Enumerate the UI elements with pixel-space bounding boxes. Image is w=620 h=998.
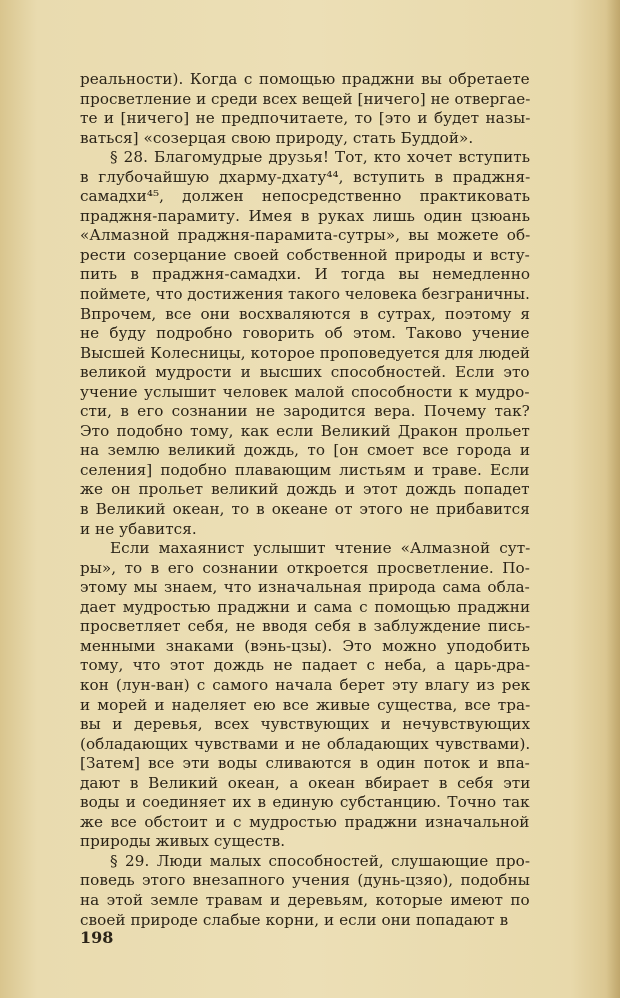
- text-line: вы и деревья, всех чувствующих и нечувствующих: [80, 715, 530, 734]
- text-line: § 28. Благомудрые друзья! Тот, кто хочет вступить: [110, 148, 530, 167]
- text-line: поведь этого внезапного учения (дунь-цзяо), подобны: [80, 871, 530, 890]
- text-line: те и [ничего] не предпочитаете, то [это и будет назы-: [80, 109, 530, 128]
- text-line: § 29. Люди малых способностей, слушающие про-: [110, 851, 530, 870]
- text-line: селения] подобно плавающим листьям и траве. Если: [80, 460, 530, 479]
- text-line: учение услышит человек малой способности к мудро-: [80, 382, 530, 401]
- text-line: поймете, что достижения такого человека безграничны.: [80, 286, 530, 304]
- text-line: и морей и наделяет ею все живые существа, все тра-: [80, 695, 530, 714]
- text-line: этому мы знаем, что изначальная природа сама обла-: [80, 578, 530, 597]
- text-line: самадхи⁴⁵, должен непосредственно практиковать: [80, 187, 530, 206]
- text-line: ваться] «созерцая свою природу, стать Буддой».: [80, 128, 474, 147]
- text-line: пить в праджня-самадхи. И тогда вы немедленно: [80, 265, 530, 284]
- text-line: не буду подробно говорить об этом. Таково учение: [80, 324, 530, 343]
- text-line: на этой земле травам и деревьям, которые имеют по: [80, 890, 530, 909]
- text-line: «Алмазной праджня-парамита-сутры», вы можете об-: [80, 226, 530, 245]
- text-line: Это подобно тому, как если Великий Дракон прольет: [80, 421, 530, 440]
- text-line: просветление и среди всех вещей [ничего] не отвергае-: [80, 89, 530, 108]
- text-line: же все обстоит и с мудростью праджни изначальной: [80, 812, 530, 831]
- text-line: праджня-парамиту. Имея в руках лишь один цзюань: [80, 206, 530, 225]
- text-line: Высшей Колесницы, которое проповедуется для людей: [80, 343, 530, 362]
- text-line: сти, в его сознании не зародится вера. Почему так?: [80, 402, 530, 421]
- text-line: Впрочем, все они восхваляются в сутрах, поэтому я: [80, 304, 530, 323]
- text-line: дает мудростью праджни и сама с помощью праджни: [80, 597, 530, 616]
- text-line: кон (лун-ван) с самого начала берет эту влагу из рек: [80, 675, 530, 694]
- text-line: Если махаянист услышит чтение «Алмазной сут-: [110, 539, 530, 558]
- text-line: менными знаками (вэнь-цзы). Это можно уподобить: [80, 636, 530, 655]
- text-line: природы живых существ.: [80, 832, 286, 851]
- text-line: в Великий океан, то в океане от этого не прибавится: [80, 500, 530, 519]
- text-line: рести созерцание своей собственной природы и всту-: [80, 245, 530, 264]
- text-line: великой мудрости и высших способностей. Если это: [80, 363, 530, 382]
- text-line: и не убавится.: [80, 519, 197, 538]
- text-line: же он прольет великий дождь и этот дождь попадет: [80, 480, 530, 499]
- text-line: дают в Великий океан, а океан вбирает в себя эти: [80, 773, 530, 792]
- page-spine-shadow: [606, 0, 620, 998]
- text-line: своей природе слабые корни, и если они попадают в: [80, 910, 509, 929]
- text-line: воды и соединяет их в единую субстанцию. Точно так: [80, 793, 530, 812]
- text-line: просветляет себя, не вводя себя в заблуждение пись-: [80, 617, 530, 636]
- text-line: ры», то в его сознании откроется просветление. По-: [80, 558, 530, 577]
- body-text: [80, 70, 530, 930]
- text-line: тому, что этот дождь не падает с неба, а царь-дра-: [80, 656, 530, 675]
- text-line: (обладающих чувствами и не обладающих чувствами).: [80, 734, 530, 753]
- text-line: на землю великий дождь, то [он смоет все города и: [80, 441, 530, 460]
- text-line: в глубочайшую дхарму-дхату⁴⁴, вступить в праджня-: [80, 167, 530, 186]
- text-line: [Затем] все эти воды сливаются в один поток и впа-: [80, 754, 530, 773]
- page-number: 198: [80, 928, 114, 947]
- text-line: реальности). Когда с помощью праджни вы обретаете: [80, 70, 530, 88]
